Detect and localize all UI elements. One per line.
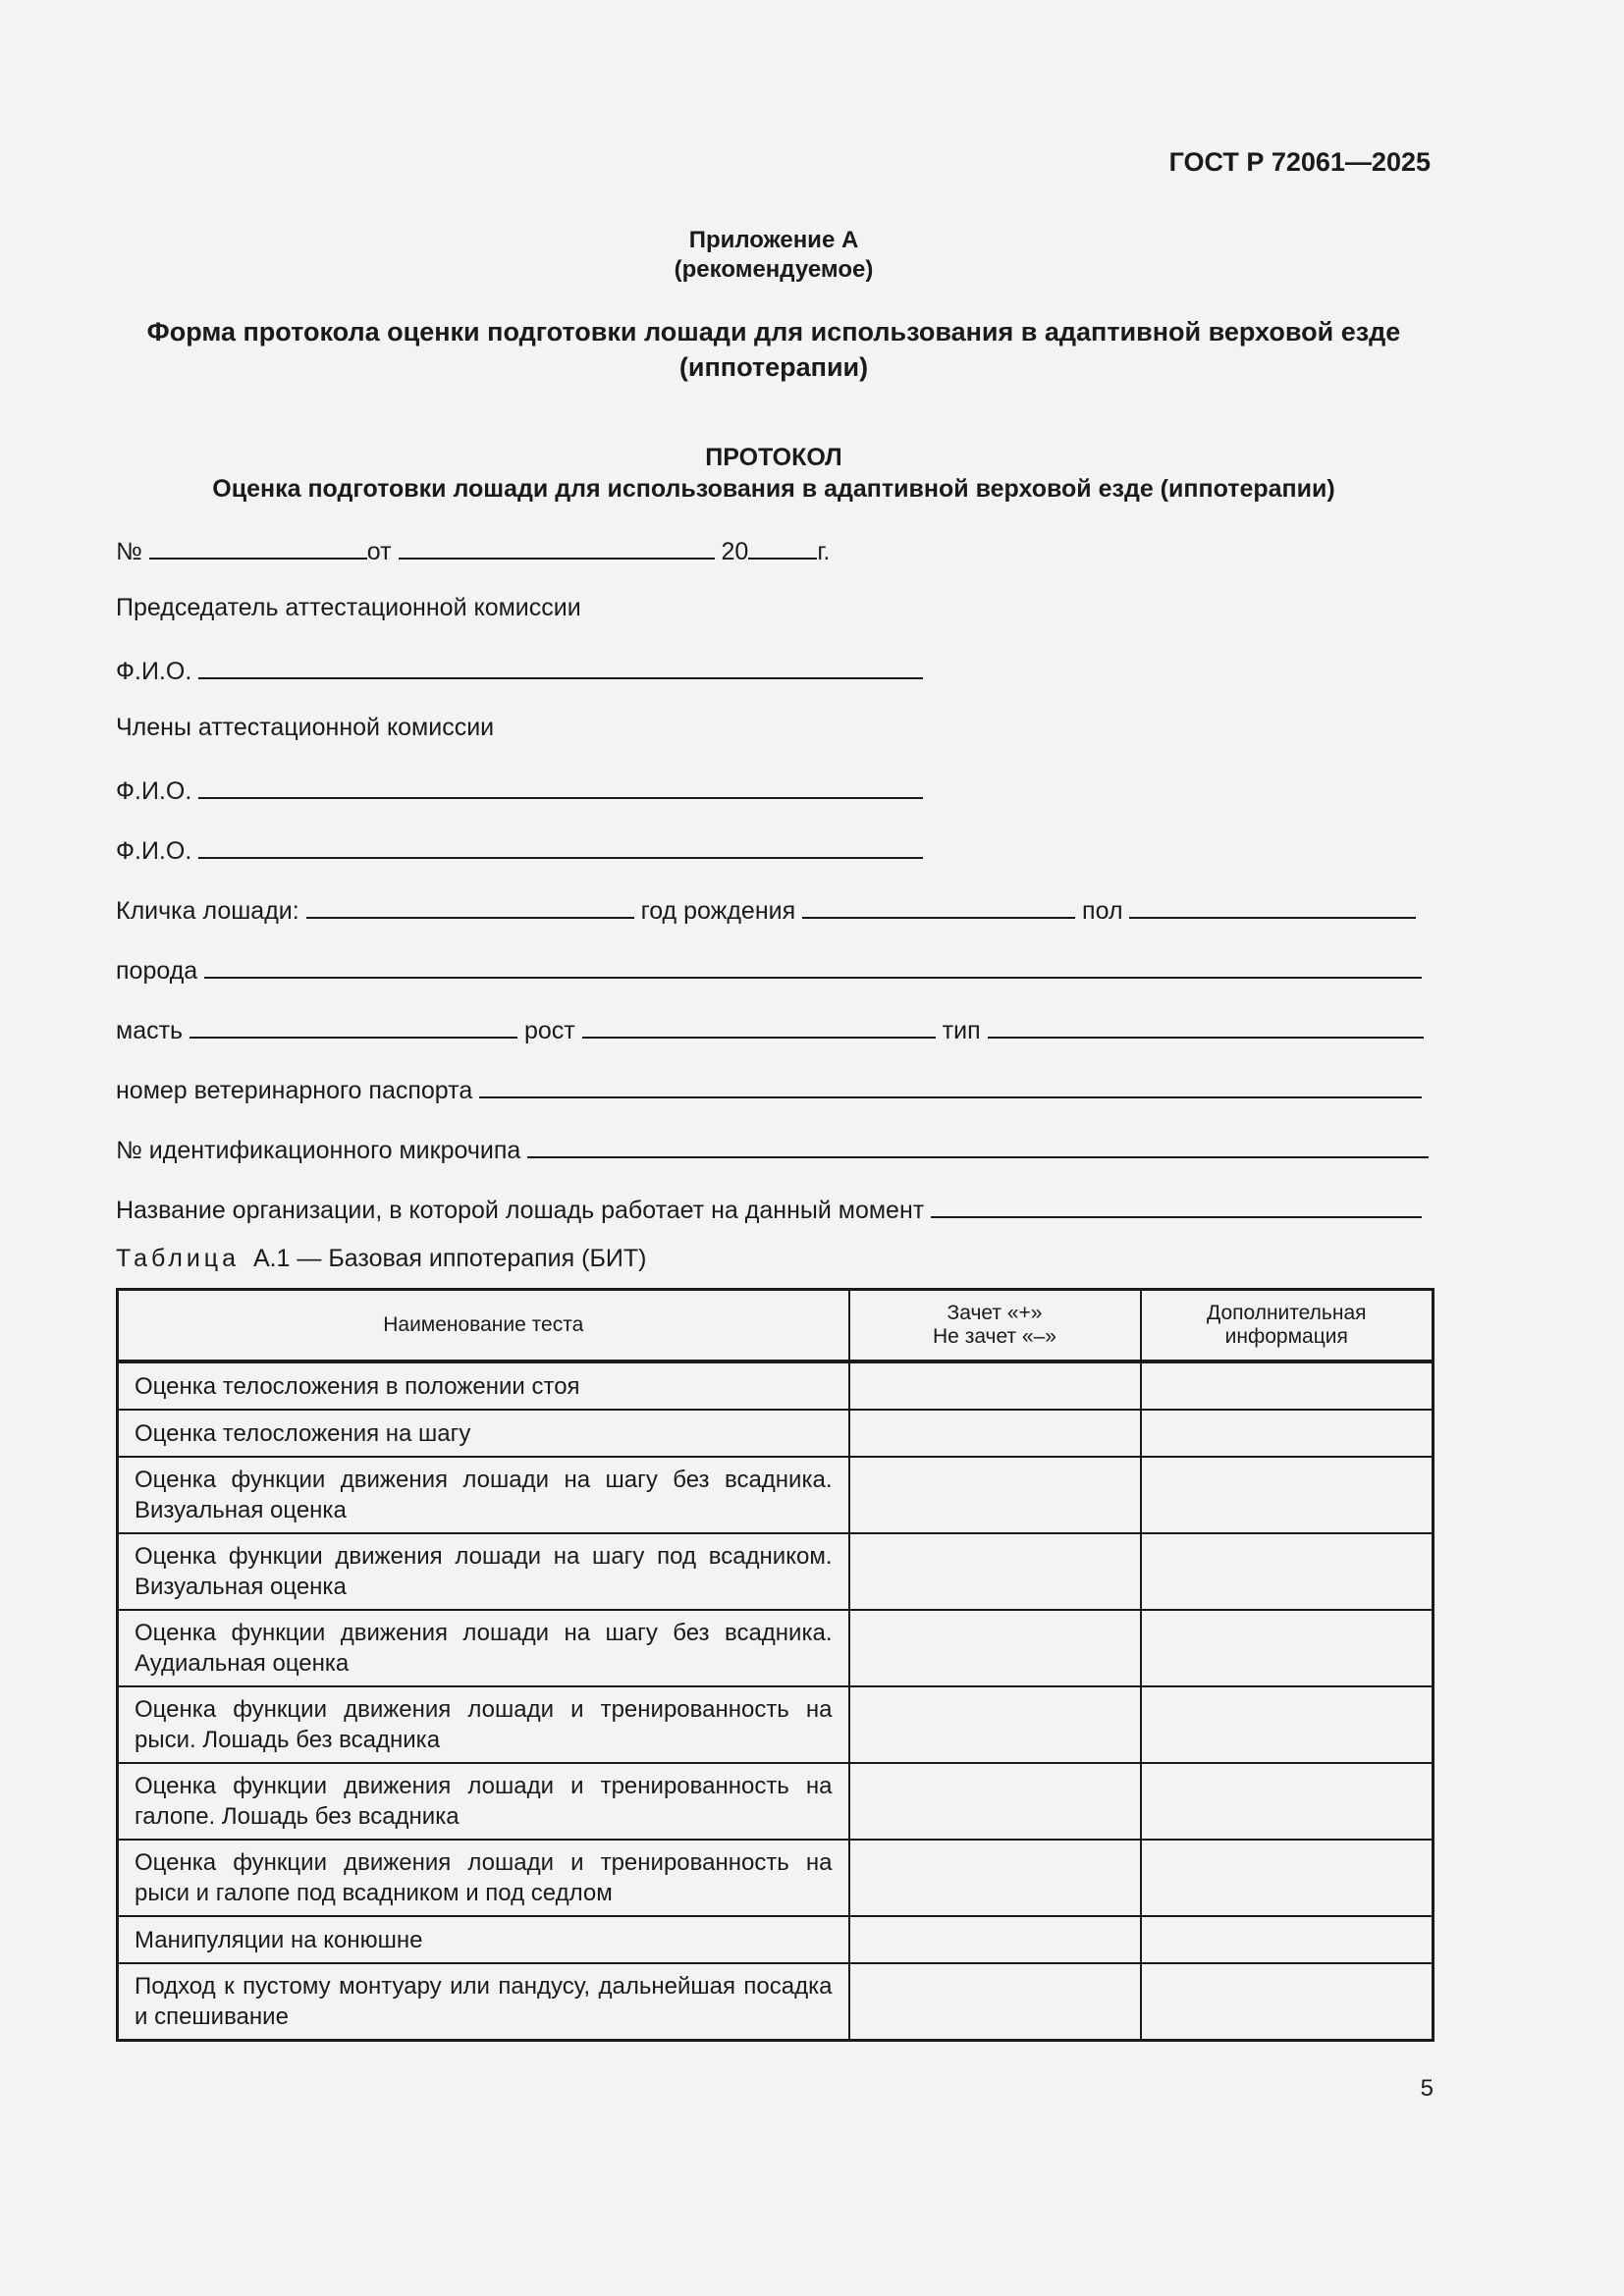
microchip-label: № идентификационного микрочипа	[116, 1137, 521, 1164]
color-field[interactable]	[189, 1011, 517, 1039]
birth-year-label: год рождения	[640, 897, 796, 925]
protocol-heading	[116, 442, 1432, 505]
table-row	[118, 1840, 1434, 1916]
member2-fio-line	[116, 831, 1432, 863]
form-title-line2: (иппотерапии)	[678, 352, 869, 382]
additional-info-cell[interactable]	[1141, 1840, 1434, 1916]
test-name-cell: Оценка телосложения в положении стоя	[118, 1362, 849, 1410]
organization-line	[116, 1191, 1432, 1222]
member1-fio-line	[116, 772, 1432, 803]
color-label: масть	[116, 1017, 184, 1044]
header-pass-line1: Зачет «+»	[947, 1302, 1043, 1324]
pass-fail-cell[interactable]	[849, 1916, 1141, 1963]
member1-fio-field[interactable]	[198, 772, 923, 799]
appendix-status: (рекомендуемое)	[674, 256, 874, 283]
year-field[interactable]	[748, 532, 817, 560]
pass-fail-cell[interactable]	[849, 1610, 1141, 1686]
year-prefix: 20	[721, 538, 749, 565]
organization-label: Название организации, в которой лошадь работает на данный момент	[116, 1197, 925, 1224]
chairman-label: Председатель аттестационной комиссии	[116, 594, 581, 621]
pass-fail-cell[interactable]	[849, 1533, 1141, 1610]
vet-passport-line	[116, 1071, 1432, 1102]
type-field[interactable]	[988, 1011, 1424, 1039]
chairman-fio-line	[116, 652, 1432, 683]
sex-field[interactable]	[1129, 891, 1416, 919]
table-row	[118, 1686, 1434, 1763]
organization-field[interactable]	[931, 1191, 1422, 1218]
breed-line	[116, 951, 1432, 983]
test-name-cell: Оценка функции движения лошади и тренированность на галопе. Лошадь без всадника	[118, 1763, 849, 1840]
test-name-cell: Оценка функции движения лошади и тренированность на рыси. Лошадь без всадника	[118, 1686, 849, 1763]
table-row	[118, 1362, 1434, 1410]
test-name-cell: Оценка функции движения лошади на шагу без всадника. Визуальная оценка	[118, 1457, 849, 1533]
fio-label: Ф.И.О.	[116, 658, 192, 685]
table-caption-prefix: Таблица	[116, 1245, 241, 1272]
breed-field[interactable]	[204, 951, 1422, 979]
from-label: от	[366, 538, 392, 565]
header-pass-line2: Не зачет «–»	[933, 1325, 1056, 1348]
header-pass-fail	[849, 1290, 1141, 1362]
microchip-field[interactable]	[527, 1131, 1429, 1158]
test-name-cell: Оценка телосложения на шагу	[118, 1410, 849, 1457]
header-info-line1: Дополнительная	[1206, 1302, 1367, 1324]
horse-name-field[interactable]	[306, 891, 634, 919]
additional-info-cell[interactable]	[1141, 1963, 1434, 2041]
height-field[interactable]	[582, 1011, 936, 1039]
pass-fail-cell[interactable]	[849, 1963, 1141, 2041]
height-label: рост	[523, 1017, 575, 1044]
table-header-row	[118, 1290, 1434, 1362]
number-label: №	[116, 538, 142, 565]
pass-fail-cell[interactable]	[849, 1457, 1141, 1533]
microchip-line	[116, 1131, 1432, 1162]
standard-code: ГОСТ Р 72061—2025	[1168, 147, 1431, 177]
page-number: 5	[1420, 2075, 1434, 2102]
form-title-line1: Форма протокола оценки подготовки лошади для использования в адаптивной верховой езде	[146, 317, 1401, 347]
fio-label: Ф.И.О.	[116, 837, 192, 865]
test-name-cell: Оценка функции движения лошади и тренированность на рыси и галопе под всадником и под седлом	[118, 1840, 849, 1916]
test-name-cell: Оценка функции движения лошади на шагу без всадника. Аудиальная оценка	[118, 1610, 849, 1686]
additional-info-cell[interactable]	[1141, 1763, 1434, 1840]
vet-passport-field[interactable]	[479, 1071, 1422, 1098]
appendix-heading	[116, 226, 1432, 285]
birth-year-field[interactable]	[802, 891, 1075, 919]
pass-fail-cell[interactable]	[849, 1686, 1141, 1763]
pass-fail-cell[interactable]	[849, 1362, 1141, 1410]
test-name-cell: Оценка функции движения лошади на шагу под всадником. Визуальная оценка	[118, 1533, 849, 1610]
date-field[interactable]	[399, 532, 715, 560]
pass-fail-cell[interactable]	[849, 1763, 1141, 1840]
header-info-line2: информация	[1224, 1325, 1348, 1348]
horse-name-line	[116, 891, 1432, 923]
type-label: тип	[942, 1017, 981, 1044]
header-test-name: Наименование теста	[118, 1290, 849, 1362]
vet-passport-label: номер ветеринарного паспорта	[116, 1077, 473, 1104]
table-row	[118, 1457, 1434, 1533]
chairman-fio-field[interactable]	[198, 652, 923, 679]
additional-info-cell[interactable]	[1141, 1686, 1434, 1763]
additional-info-cell[interactable]	[1141, 1533, 1434, 1610]
table-row	[118, 1610, 1434, 1686]
members-label: Члены аттестационной комиссии	[116, 714, 495, 741]
form-title	[116, 314, 1432, 385]
horse-name-label: Кличка лошади:	[116, 897, 299, 925]
additional-info-cell[interactable]	[1141, 1410, 1434, 1457]
fio-label: Ф.И.О.	[116, 777, 192, 805]
additional-info-cell[interactable]	[1141, 1916, 1434, 1963]
breed-label: порода	[116, 957, 198, 985]
additional-info-cell[interactable]	[1141, 1362, 1434, 1410]
assessment-table	[116, 1288, 1435, 2042]
protocol-number-line	[116, 532, 1432, 563]
table-caption	[116, 1245, 646, 1273]
table-caption-text: А.1 — Базовая иппотерапия (БИТ)	[252, 1245, 647, 1272]
additional-info-cell[interactable]	[1141, 1457, 1434, 1533]
table-row	[118, 1916, 1434, 1963]
protocol-title: ПРОТОКОЛ	[705, 444, 842, 471]
test-name-cell: Манипуляции на конюшне	[118, 1916, 849, 1963]
number-field[interactable]	[149, 532, 367, 560]
sex-label: пол	[1082, 897, 1123, 925]
member2-fio-field[interactable]	[198, 831, 923, 859]
pass-fail-cell[interactable]	[849, 1410, 1141, 1457]
color-height-type-line	[116, 1011, 1432, 1042]
table-row	[118, 1410, 1434, 1457]
additional-info-cell[interactable]	[1141, 1610, 1434, 1686]
pass-fail-cell[interactable]	[849, 1840, 1141, 1916]
appendix-title: Приложение А	[688, 227, 859, 253]
table-row	[118, 1533, 1434, 1610]
table-row	[118, 1963, 1434, 2041]
test-name-cell: Подход к пустому монтуару или пандусу, дальнейшая посадка и спешивание	[118, 1963, 849, 2041]
year-suffix: г.	[817, 538, 831, 565]
header-additional-info	[1141, 1290, 1434, 1362]
table-row	[118, 1763, 1434, 1840]
protocol-subtitle: Оценка подготовки лошади для использования в адаптивной верховой езде (иппотерапии)	[212, 475, 1335, 503]
